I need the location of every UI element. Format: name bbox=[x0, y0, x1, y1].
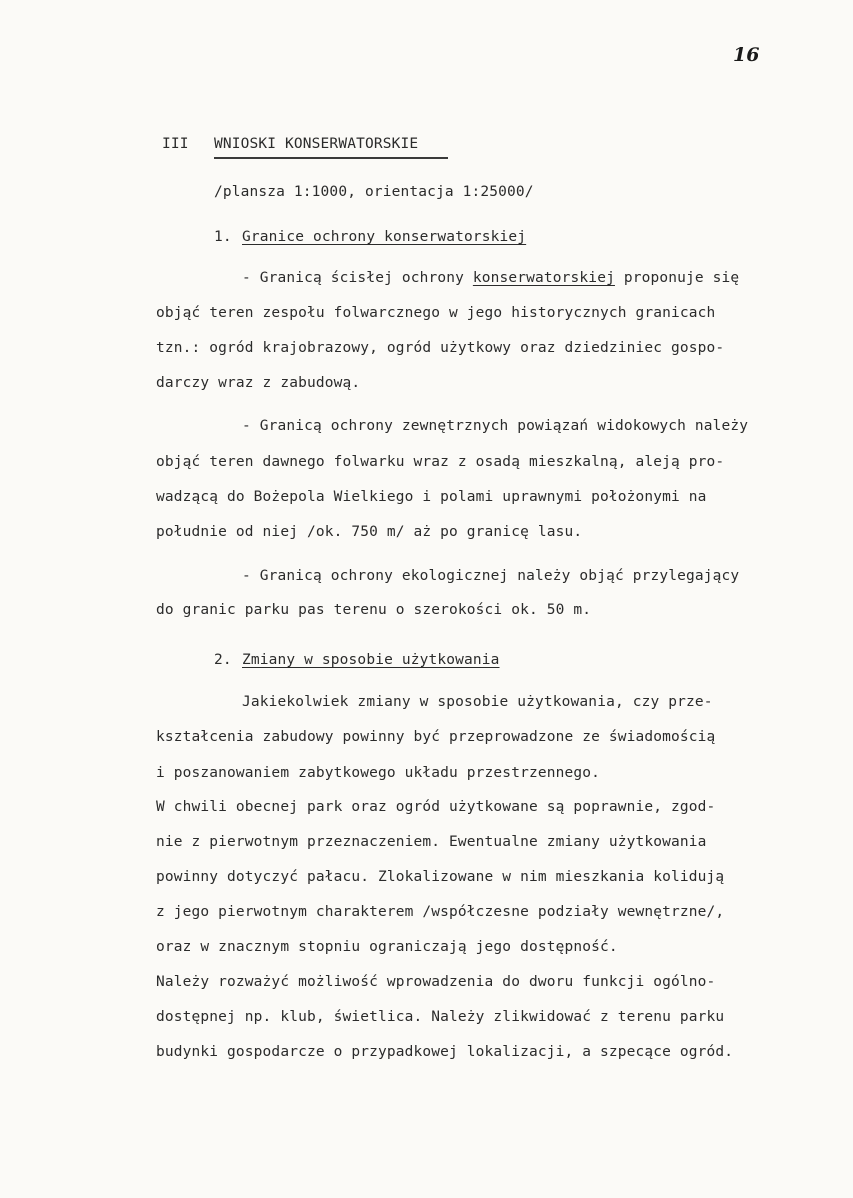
paragraph-line: kształcenia zabudowy powinny być przeprowadzone ze świadomością bbox=[156, 729, 716, 745]
heading-numeral: III bbox=[162, 136, 189, 152]
paragraph-line: i poszanowaniem zabytkowego układu przestrzennego. bbox=[156, 765, 600, 781]
paragraph-line: z jego pierwotnym charakterem /współczesne podziały wewnętrzne/, bbox=[156, 904, 725, 920]
paragraph-line: Należy rozważyć możliwość wprowadzenia do dworu funkcji ogólno- bbox=[156, 974, 716, 990]
paragraph-line: oraz w znacznym stopniu ograniczają jego dostępność. bbox=[156, 939, 618, 955]
paragraph-line: W chwili obecnej park oraz ogród użytkowane są poprawnie, zgod- bbox=[156, 799, 716, 815]
heading-subtitle: /plansza 1:1000, orientacja 1:25000/ bbox=[214, 184, 534, 200]
section2-number: 2. bbox=[214, 652, 232, 668]
paragraph-line: południe od niej /ok. 750 m/ aż po granicę lasu. bbox=[156, 524, 583, 540]
paragraph-line: wadzącą do Bożepola Wielkiego i polami uprawnymi położonymi na bbox=[156, 489, 707, 505]
page-number: 16 bbox=[733, 44, 760, 66]
paragraph-line: - Granicą ochrony zewnętrznych powiązań widokowych należy bbox=[242, 418, 749, 434]
paragraph-line: budynki gospodarcze o przypadkowej lokalizacji, a szpecące ogród. bbox=[156, 1044, 734, 1060]
section2-title: Zmiany w sposobie użytkowania bbox=[242, 652, 500, 668]
paragraph-line: - Granicą ochrony ekologicznej należy objąć przylegający bbox=[242, 568, 740, 584]
heading-underline bbox=[214, 157, 448, 159]
paragraph-line: do granic parku pas terenu o szerokości ok. 50 m. bbox=[156, 602, 592, 618]
paragraph-line: Jakiekolwiek zmiany w sposobie użytkowania, czy prze- bbox=[242, 694, 713, 710]
text-segment: proponuje się bbox=[614, 270, 740, 286]
paragraph-line bbox=[242, 268, 739, 288]
paragraph-line: dostępnej np. klub, świetlica. Należy zlikwidować z terenu parku bbox=[156, 1009, 725, 1025]
paragraph-line: objąć teren dawnego folwarku wraz z osadą mieszkalną, aleją pro- bbox=[156, 454, 725, 470]
paragraph-line: darczy wraz z zabudową. bbox=[156, 375, 361, 391]
text-segment: - Granicą ścisłej ochrony bbox=[242, 270, 473, 286]
paragraph-line: powinny dotyczyć pałacu. Zlokalizowane w nim mieszkania kolidują bbox=[156, 869, 725, 885]
section1-title: Granice ochrony konserwatorskiej bbox=[242, 229, 527, 245]
underlined-word: konserwatorskiej bbox=[472, 270, 615, 286]
paragraph-line: objąć teren zespołu folwarcznego w jego historycznych granicach bbox=[156, 305, 716, 321]
paragraph-line: nie z pierwotnym przeznaczeniem. Ewentualne zmiany użytkowania bbox=[156, 834, 707, 850]
heading-title: WNIOSKI KONSERWATORSKIE bbox=[214, 136, 419, 152]
paragraph-line: tzn.: ogród krajobrazowy, ogród użytkowy oraz dziedziniec gospo- bbox=[156, 340, 725, 356]
section1-number: 1. bbox=[214, 229, 232, 245]
